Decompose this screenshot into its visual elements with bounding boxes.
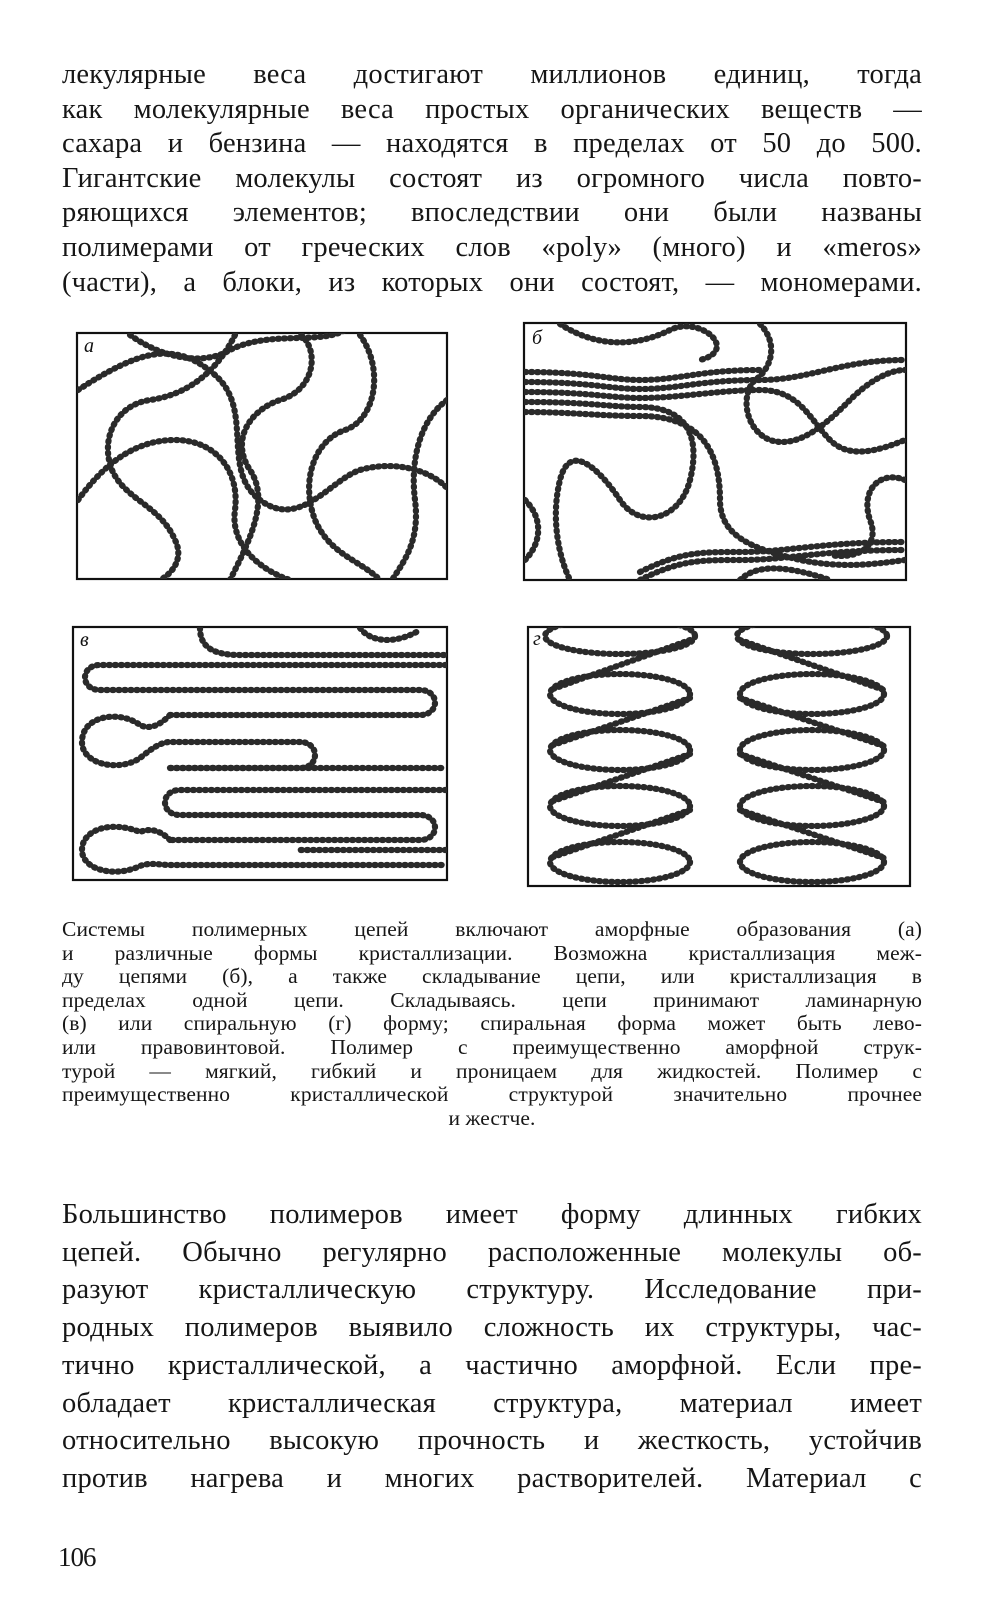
polymer-chain [82, 827, 446, 872]
polymer-chain [525, 360, 905, 389]
panel-frame [77, 333, 447, 579]
caption-line: или правовинтовой. Полимер с преимущественно аморфной струк- [62, 1034, 922, 1059]
polymer-chain [392, 400, 447, 580]
polymer-chain [130, 330, 345, 358]
text-line: обладает кристаллическая структура, материал имеет [62, 1387, 922, 1419]
helix-turn [550, 842, 690, 882]
panel-frame [73, 627, 447, 880]
helix-turn [740, 730, 884, 770]
polymer-chain [165, 790, 446, 840]
polymer-chain [525, 390, 905, 452]
text-line: сахара и бензина — находятся в пределах от 50 до 500. [62, 128, 922, 160]
text-line: против нагрева и многих растворителей. Материал с [62, 1462, 922, 1494]
text-line: Большинство полимеров имеет форму длинных гибких [62, 1199, 922, 1230]
figure-caption [62, 918, 922, 1130]
caption-line: и различные формы кристаллизации. Возможна кристаллизация меж- [62, 940, 922, 965]
panel-frame [524, 323, 906, 580]
text-line: родных полимеров выявило сложность их структуры, час- [62, 1312, 922, 1344]
polymer-chain [525, 500, 538, 560]
text-line: тично кристаллической, а частично аморфной. Если пре- [62, 1349, 922, 1381]
helix-turn [740, 842, 884, 882]
caption-line: преимущественно кристаллической структурой значительно прочнее [62, 1082, 922, 1107]
polymer-chain [200, 628, 446, 655]
polymer-chain [525, 412, 905, 565]
helix-turn [550, 674, 690, 714]
polymer-chain [170, 742, 446, 768]
text-line: лекулярные веса достигают миллионов единиц, тогда [62, 59, 922, 90]
polymer-chain [78, 354, 447, 510]
polymer-chain [640, 550, 905, 580]
helix-turn [737, 618, 887, 654]
top-paragraph [62, 58, 922, 300]
panel-a [77, 330, 447, 580]
polymer-chain [525, 402, 693, 580]
panel-d [528, 618, 910, 886]
polymer-chain [360, 628, 420, 640]
polymer-chain [108, 335, 235, 580]
polymer-chain [78, 440, 290, 580]
polymer-chain [747, 324, 905, 442]
polymer-chain [230, 334, 312, 580]
polymer-chain [82, 715, 315, 768]
polymer-chain [525, 370, 760, 380]
text-line: разуют кристаллическую структуру. Исследование при- [62, 1274, 922, 1306]
caption-line: пределах одной цепи. Складываясь. цепи принимают ламинарную [62, 987, 922, 1012]
text-line: цепей. Обычно регулярно расположенные молекулы об- [62, 1236, 922, 1268]
polymer-chain [640, 542, 905, 572]
panel-label: г [533, 628, 541, 650]
polymer-chain [830, 477, 905, 556]
panel-frame [528, 627, 910, 886]
caption-line: ду цепями (б), а также складывание цепи, или кристаллизация в [62, 964, 922, 989]
bottom-paragraph [62, 1196, 922, 1498]
panel-label: в [80, 629, 89, 651]
panel-b [524, 323, 906, 580]
polymer-chain [85, 665, 446, 715]
text-line: полимерами от греческих слов «poly» (много) и «meros» [62, 231, 922, 263]
text-line: ряющихся элементов; впоследствии они были названы [62, 197, 922, 229]
panel-c [73, 627, 447, 880]
helix-turn [545, 618, 695, 654]
text-line: (части), а блоки, из которых они состоят, — мономерами. [62, 266, 922, 298]
caption-line: и жестче. [448, 1105, 536, 1130]
caption-line: турой — мягкий, гибкий и проницаем для жидкостей. Полимер с [62, 1058, 922, 1083]
helix-link [550, 640, 690, 858]
page-number: 106 [58, 1542, 96, 1572]
text-line: как молекулярные веса простых органических веществ — [62, 93, 922, 125]
caption-line: (в) или спиральную (г) форму; спиральная форма может быть лево- [62, 1011, 922, 1036]
text-line: относительно высокую прочность и жесткость, устойчив [62, 1425, 922, 1457]
helix-turn [740, 786, 884, 826]
text-line: Гигантские молекулы состоят из огромного числа повто- [62, 162, 922, 194]
polymer-chain [560, 324, 717, 360]
polymer-chain [740, 568, 830, 580]
polymer-chain [309, 335, 380, 580]
helix-turn [740, 674, 884, 714]
panel-label: б [532, 327, 543, 349]
caption-line: Системы полимерных цепей включают аморфные образования (а) [62, 917, 922, 941]
helix-turn [550, 730, 690, 770]
helix-turn [550, 786, 690, 826]
panel-label: а [84, 335, 94, 357]
helix-link [740, 640, 884, 858]
